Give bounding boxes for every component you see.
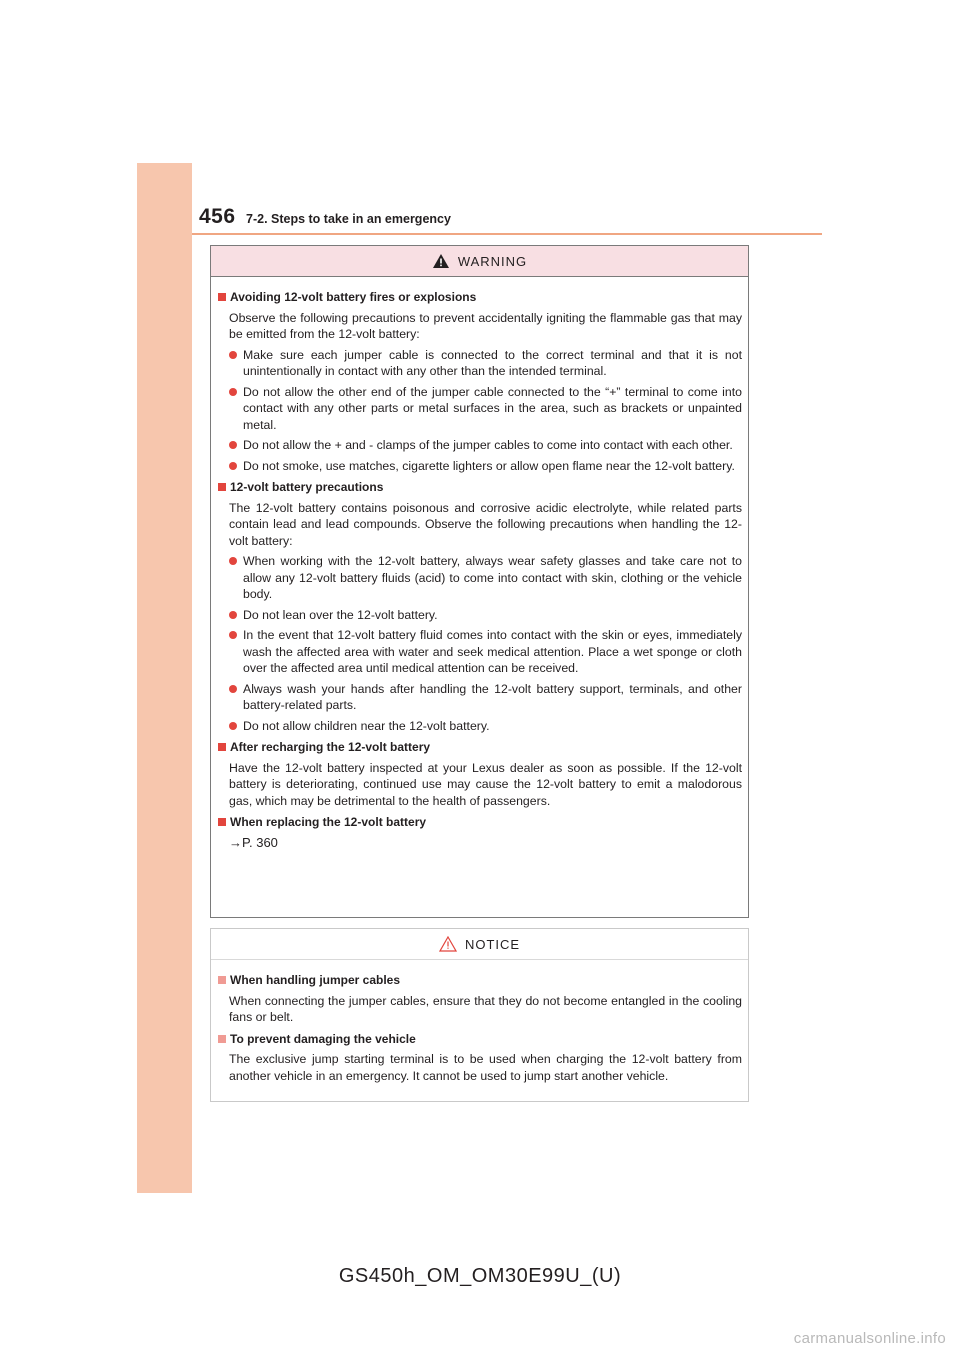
bullet-item	[218, 437, 742, 454]
square-bullet-icon	[218, 1035, 226, 1043]
square-bullet-icon	[218, 483, 226, 491]
entry	[218, 972, 742, 1026]
bullet-item	[218, 347, 742, 380]
bullet-text: Do not allow the + and - clamps of the jumper cables to come into contact with each other.	[243, 438, 733, 452]
warning-header	[211, 246, 748, 277]
entry-title-text: Avoiding 12-volt battery fires or explosions	[230, 290, 477, 304]
entry-title-text: When replacing the 12-volt battery	[230, 815, 427, 829]
entry-title	[218, 289, 742, 306]
bullet-item	[218, 384, 742, 434]
bullet-text: Always wash your hands after handling the 12-volt battery support, terminals, and other battery-related parts.	[243, 681, 742, 712]
round-bullet-icon	[229, 557, 237, 565]
bullet-item	[218, 627, 742, 677]
square-bullet-icon	[218, 743, 226, 751]
square-bullet-icon	[218, 293, 226, 301]
round-bullet-icon	[229, 631, 237, 639]
bullet-text: In the event that 12-volt battery fluid comes into contact with the skin or eyes, immediately wash the affected area with water and seek medical attention. Place a wet sponge or cloth over the affected area until medical attention can be received.	[243, 628, 742, 675]
page-header	[199, 205, 819, 233]
notice-body	[211, 960, 748, 1084]
bullet-item	[218, 681, 742, 714]
entry-title-text: 12-volt battery precautions	[230, 480, 384, 494]
warning-triangle-icon	[432, 253, 450, 269]
entry-paragraph: Observe the following precautions to prevent accidentally igniting the flammable gas that may be emitted from the 12-volt battery:	[229, 310, 742, 341]
round-bullet-icon	[229, 388, 237, 396]
entry	[218, 814, 742, 851]
round-bullet-icon	[229, 685, 237, 693]
entry-title	[218, 739, 742, 756]
notice-header	[211, 929, 748, 960]
bullet-item	[218, 553, 742, 603]
bullet-item	[218, 458, 742, 475]
entry-paragraph: When connecting the jumper cables, ensure that they do not become entangled in the cooling fans or belt.	[229, 993, 742, 1024]
square-bullet-icon	[218, 818, 226, 826]
entry-title	[218, 972, 742, 989]
warning-body	[211, 277, 748, 851]
warning-box	[210, 245, 749, 918]
square-bullet-icon	[218, 976, 226, 984]
entry-paragraph: Have the 12-volt battery inspected at your Lexus dealer as soon as possible. If the 12-volt battery is deteriorating, continued use may cause the 12-volt battery to emit a malodorous gas, which may be detrimental to the health of passengers.	[229, 760, 742, 808]
entry	[218, 289, 742, 474]
notice-box	[210, 928, 749, 1102]
notice-triangle-icon	[439, 936, 457, 952]
entry-title	[218, 1031, 742, 1048]
round-bullet-icon	[229, 462, 237, 470]
document-id: GS450h_OM_OM30E99U_(U)	[338, 1265, 622, 1287]
entry	[218, 1031, 742, 1085]
bullet-text: When working with the 12-volt battery, always wear safety glasses and take care not to allow any 12-volt battery fluids (acid) to come into contact with skin, clothing or the vehicle body.	[243, 554, 742, 601]
bullet-text: Do not allow the other end of the jumper cable connected to the “+” terminal to come into contact with any other parts or metal surfaces in the area, such as brackets or unpainted metal.	[243, 384, 742, 432]
bullet-text: Do not smoke, use matches, cigarette lighters or allow open flame near the 12-volt battery.	[243, 458, 735, 473]
bullet-text: Make sure each jumper cable is connected to the correct terminal and that it is not unintentionally in contact with any other than the intended terminal.	[243, 347, 742, 378]
entry-title	[218, 479, 742, 496]
bullet-item	[218, 718, 742, 735]
entry-title-text: When handling jumper cables	[230, 973, 401, 987]
entry-title	[218, 814, 742, 831]
entry-title-text: After recharging the 12-volt battery	[230, 740, 431, 754]
chapter-side-band	[137, 163, 192, 1193]
page-number: 456	[199, 205, 236, 228]
section-title: 7-2. Steps to take in an emergency	[246, 212, 451, 226]
entry-paragraph: The exclusive jump starting terminal is to be used when charging the 12-volt battery from another vehicle in an emergency. It cannot be used to jump start another vehicle.	[229, 1052, 742, 1083]
header-divider	[192, 233, 822, 235]
warning-title: WARNING	[457, 253, 528, 269]
round-bullet-icon	[229, 441, 237, 449]
entry-paragraph: The 12-volt battery contains poisonous and corrosive acidic electrolyte, while related parts contain lead and lead compounds. Observe the following precautions when handling the 12-volt battery:	[229, 500, 742, 548]
bullet-text: Do not allow children near the 12-volt battery.	[243, 718, 490, 733]
bullet-text: Do not lean over the 12-volt battery.	[243, 607, 438, 622]
entry	[218, 739, 742, 809]
round-bullet-icon	[229, 722, 237, 730]
watermark: carmanualsonline.info	[793, 1330, 946, 1347]
page-reference: →P. 360	[229, 834, 278, 850]
round-bullet-icon	[229, 351, 237, 359]
entry-title-text: To prevent damaging the vehicle	[230, 1031, 416, 1046]
round-bullet-icon	[229, 611, 237, 619]
bullet-item	[218, 607, 742, 624]
entry	[218, 479, 742, 734]
notice-title: NOTICE	[464, 936, 521, 952]
